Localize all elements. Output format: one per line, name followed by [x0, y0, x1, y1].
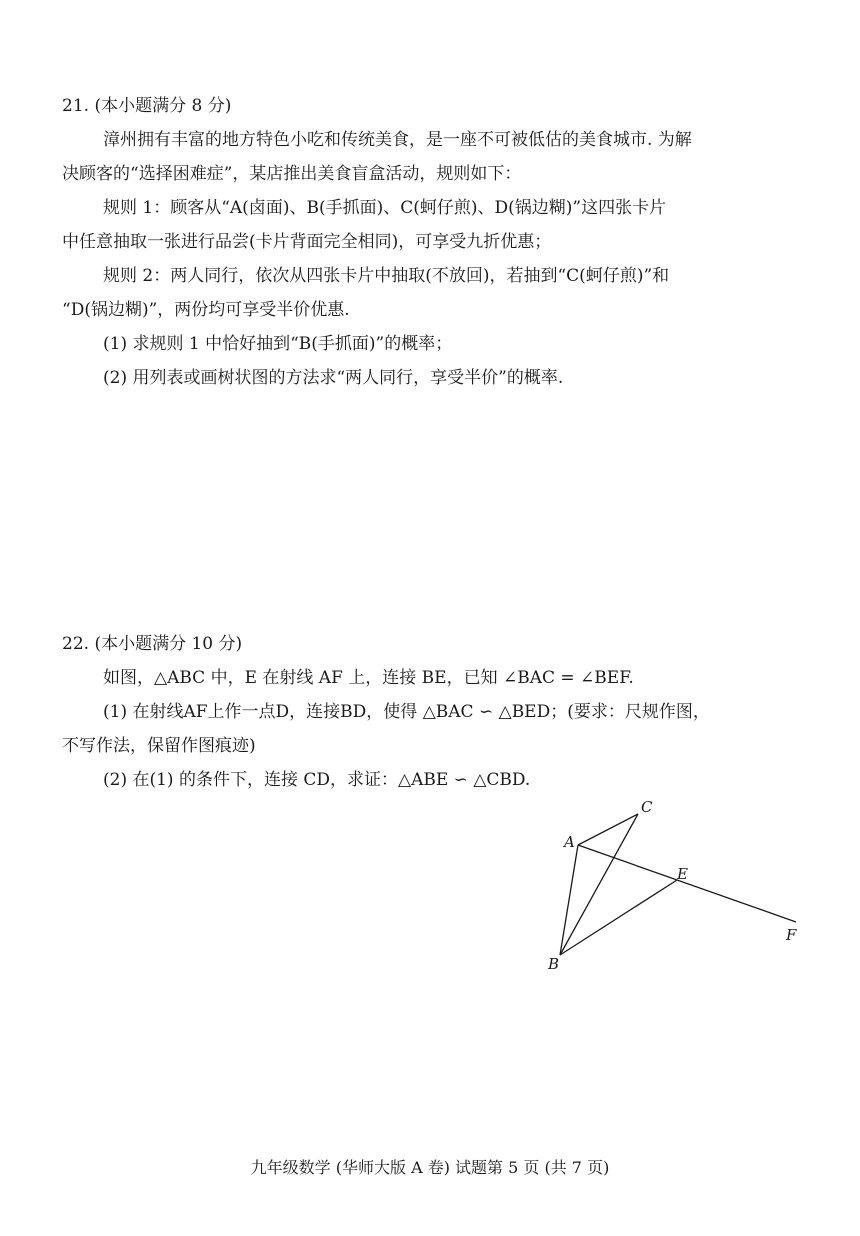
q21-subquestion-1: (1) 求规则 1 中恰好抽到“B(手抓面)”的概率；: [103, 334, 453, 354]
q21-rule2-line-b: “D(锅边糊)”，两份均可享受半价优惠.: [62, 300, 350, 320]
geometry-figure: [540, 790, 820, 980]
q21-subquestion-2: (2) 用列表或画树状图的方法求“两人同行，享受半价”的概率.: [103, 368, 564, 388]
q21-paragraph-1a: 漳州拥有丰富的地方特色小吃和传统美食，是一座不可被低估的美食城市. 为解: [103, 130, 692, 150]
page-footer: 九年级数学 (华师大版 A 卷) 试题第 5 页 (共 7 页): [250, 1158, 610, 1177]
q21-rule1-line-b: 中任意抽取一张进行品尝(卡片背面完全相同)，可享受九折优惠；: [62, 232, 552, 252]
point-label-b: B: [548, 955, 560, 973]
point-label-c: C: [641, 798, 653, 816]
ray-af: [578, 845, 796, 922]
point-label-f: F: [786, 926, 797, 944]
q21-paragraph-1b: 决顾客的“选择困难症”，某店推出美食盲盒活动，规则如下：: [62, 164, 522, 184]
q22-subquestion-2: (2) 在(1) 的条件下，连接 CD，求证：△ABE ∽ △CBD.: [103, 770, 531, 790]
point-label-e: E: [677, 865, 688, 883]
q22-subquestion-1-line-b: 不写作法，保留作图痕迹): [62, 736, 256, 756]
segment-be: [560, 880, 677, 955]
q22-intro: 如图，△ABC 中，E 在射线 AF 上，连接 BE，已知 ∠BAC = ∠BEF.: [103, 668, 634, 688]
q21-rule2-line-a: 规则 2：两人同行，依次从四张卡片中抽取(不放回)，若抽到“C(蚵仔煎)”和: [103, 266, 670, 286]
point-label-a: A: [564, 833, 575, 851]
q21-rule1-line-a: 规则 1：顾客从“A(卤面)、B(手抓面)、C(蚵仔煎)、D(锅边糊)”这四张卡片: [103, 198, 667, 218]
q22-subquestion-1-line-a: (1) 在射线AF上作一点D，连接BD，使得 △BAC ∽ △BED；(要求：尺规作图，: [103, 702, 710, 722]
q22-header: 22. (本小题满分 10 分): [62, 634, 243, 654]
q21-header: 21. (本小题满分 8 分): [62, 96, 232, 116]
